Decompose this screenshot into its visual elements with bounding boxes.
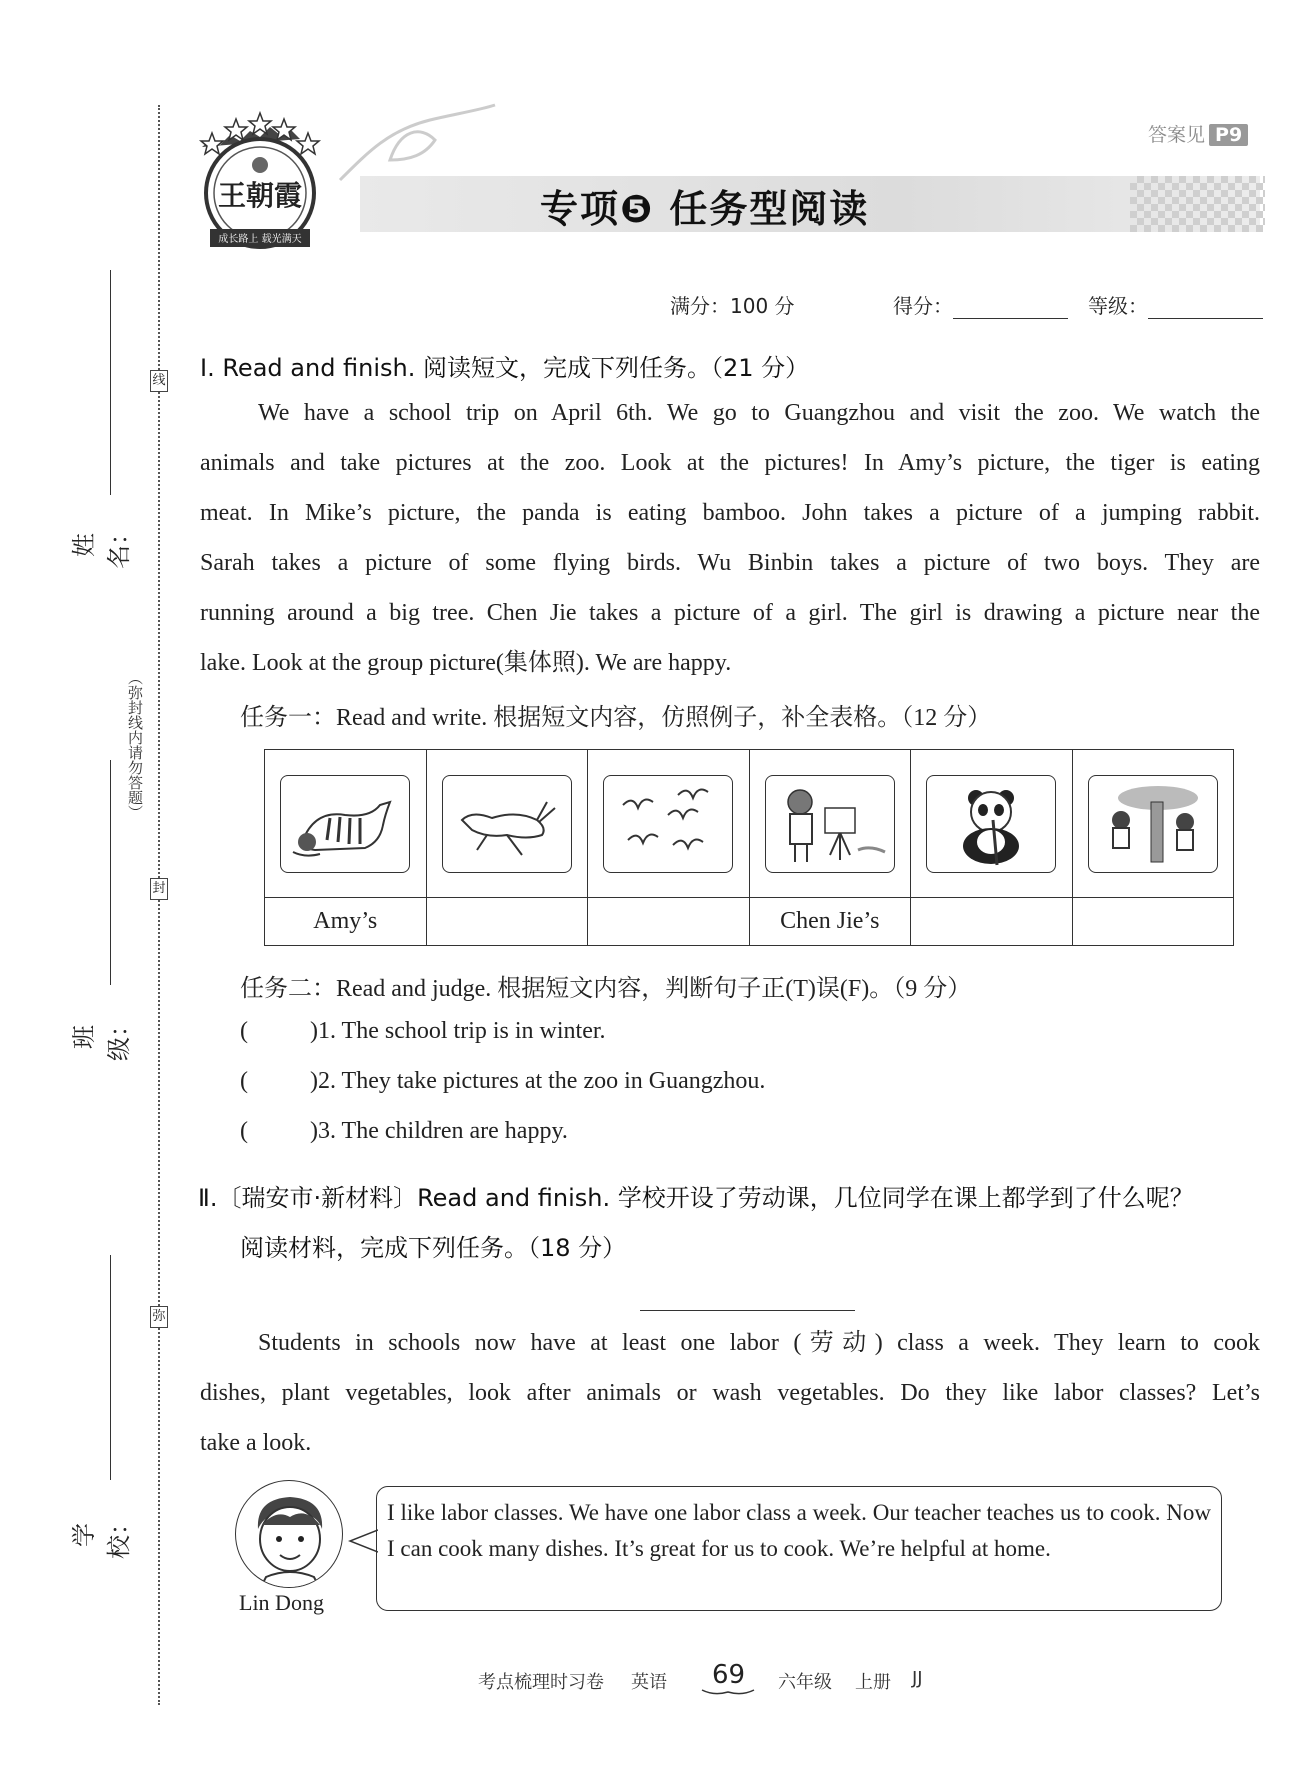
tiger-icon	[285, 780, 405, 868]
boys-tree-picture	[1088, 775, 1218, 873]
judge-text-3: )3. The children are happy.	[310, 1118, 568, 1144]
passage-line-1-text: We have a school trip on April 6th. We go to Guangzhou and visit the zoo. We watch the	[258, 400, 1260, 426]
score-blank[interactable]	[953, 297, 1068, 319]
logo-name: 王朝霞	[217, 179, 303, 212]
judge-bracket-2[interactable]: (	[240, 1068, 248, 1094]
seal-mark-seal: 封	[150, 878, 168, 900]
section2-heading-line1: Ⅱ.〔瑞安市·新材料〕Read and finish. 学校开设了劳动课，几位同学在课上都学到了什么呢？	[198, 1184, 1194, 1212]
score-field[interactable]	[893, 290, 1068, 319]
picture-table	[264, 749, 1234, 946]
speaker-name: Lin Dong	[239, 1590, 324, 1615]
answer-cell-3[interactable]	[588, 898, 750, 946]
passage-line-3: meat. In Mike’s picture, the panda is eating bamboo. John takes a picture of a jumping rabbit.	[200, 500, 1260, 526]
tiger-picture	[280, 775, 410, 873]
answer-page-badge: P9	[1209, 124, 1248, 146]
girl-drawing-picture	[765, 775, 895, 873]
judge-text-2: )2. They take pictures at the zoo in Guangzhou.	[310, 1068, 766, 1094]
intro-line-1-text: Students in schools now have at least one labor (劳动) class a week. They learn to cook	[258, 1330, 1260, 1356]
score-label: 得分：	[893, 294, 953, 318]
section2-heading-line2: 阅读材料，完成下列任务。（18 分）	[240, 1234, 627, 1262]
boy-face-icon	[236, 1481, 343, 1588]
footer-series: 考点梳理时习卷	[478, 1672, 604, 1693]
cell-rabbit	[426, 750, 588, 898]
title-blank-line[interactable]	[640, 1310, 855, 1311]
label-cell-4: Chen Jie’s	[749, 898, 911, 946]
section1-passage	[200, 388, 1260, 688]
binding-dotted-line	[158, 105, 160, 1705]
speech-bubble: I like labor classes. We have one labor class a week. Our teacher teaches us to cook. Now I can cook many dishes. It’s great for us to cook. We’re helpful at home.	[376, 1486, 1222, 1611]
page-number-book-icon	[700, 1688, 756, 1698]
judge-bracket-3[interactable]: (	[240, 1118, 248, 1144]
answer-reference	[1148, 120, 1248, 147]
judge-item-2[interactable]	[240, 1068, 765, 1095]
task1-instruction: 任务一：Read and write. 根据短文内容，仿照例子，补全表格。（12 分）	[240, 705, 992, 731]
panda-icon	[931, 780, 1051, 868]
task2-instruction: 任务二：Read and judge. 根据短文内容，判断句子正(T)误(F)。（9 分）	[240, 976, 972, 1002]
answer-cell-5[interactable]	[911, 898, 1073, 946]
margin-note: （弥封线内请勿答题）	[126, 670, 144, 820]
cell-boys-tree	[1072, 750, 1234, 898]
page-number: 69	[712, 1660, 746, 1690]
cell-tiger	[265, 750, 427, 898]
cell-birds	[588, 750, 750, 898]
boys-tree-icon	[1093, 780, 1213, 868]
page-title: 专项❺ 任务型阅读	[540, 187, 870, 231]
section2-intro	[200, 1318, 1260, 1468]
cell-girl-drawing	[749, 750, 911, 898]
school-field[interactable]	[70, 1255, 133, 1559]
passage-line-5: running around a big tree. Chen Jie takes a picture of a girl. The girl is drawing a picture near the	[200, 600, 1260, 626]
banner-checker-pattern	[1130, 176, 1265, 232]
birds-icon	[608, 780, 728, 868]
panda-picture	[926, 775, 1056, 873]
birds-picture	[603, 775, 733, 873]
intro-line-2: dishes, plant vegetables, look after animals or wash vegetables. Do they like labor classes? Let’s	[200, 1380, 1260, 1406]
cell-panda	[911, 750, 1073, 898]
footer-edition: JJ	[912, 1668, 923, 1689]
rabbit-icon	[447, 780, 567, 868]
school-line	[110, 1255, 111, 1480]
intro-line-3: take a look.	[200, 1430, 312, 1456]
section1-heading: Ⅰ. Read and finish. 阅读短文，完成下列任务。（21 分）	[200, 354, 810, 382]
rabbit-picture	[442, 775, 572, 873]
wangzhaoxia-logo	[190, 105, 330, 250]
lin-dong-avatar	[235, 1480, 343, 1588]
class-label: 班级：	[70, 1013, 133, 1061]
logo-slogan: 成长路上 载光满天	[218, 234, 302, 245]
answer-ref-label: 答案见	[1148, 124, 1206, 146]
girl-drawing-icon	[770, 780, 890, 868]
name-label: 姓名：	[70, 521, 133, 569]
footer-grade: 六年级	[778, 1672, 832, 1693]
answer-cell-2[interactable]	[426, 898, 588, 946]
judge-item-1[interactable]	[240, 1018, 606, 1045]
label-cell-1: Amy’s	[265, 898, 427, 946]
name-line	[110, 270, 111, 495]
answer-cell-6[interactable]	[1072, 898, 1234, 946]
full-score: 满分：100 分	[670, 294, 795, 318]
grade-label: 等级：	[1088, 294, 1148, 318]
class-line	[110, 760, 111, 985]
class-field[interactable]	[70, 760, 133, 1061]
judge-text-1: )1. The school trip is in winter.	[310, 1018, 606, 1044]
intro-line-1	[200, 1318, 1260, 1368]
passage-line-6: lake. Look at the group picture(集体照). We are happy.	[200, 650, 732, 676]
footer-subject: 英语	[631, 1672, 667, 1693]
speech-bubble-tail	[348, 1526, 378, 1556]
school-label: 学校：	[70, 1511, 133, 1559]
passage-line-1	[200, 388, 1260, 438]
judge-item-3[interactable]	[240, 1118, 568, 1145]
passage-line-4: Sarah takes a picture of some flying birds. Wu Binbin takes a picture of two boys. They are	[200, 550, 1260, 576]
passage-line-2: animals and take pictures at the zoo. Look at the pictures! In Amy’s picture, the tiger is eating	[200, 450, 1260, 476]
seal-mark-close: 弥	[150, 1306, 168, 1328]
seal-mark-line: 线	[150, 370, 168, 392]
grade-blank[interactable]	[1148, 297, 1263, 319]
name-field[interactable]	[70, 270, 133, 570]
footer-volume: 上册	[855, 1672, 891, 1693]
judge-bracket-1[interactable]: (	[240, 1018, 248, 1044]
grade-field[interactable]	[1088, 290, 1263, 319]
